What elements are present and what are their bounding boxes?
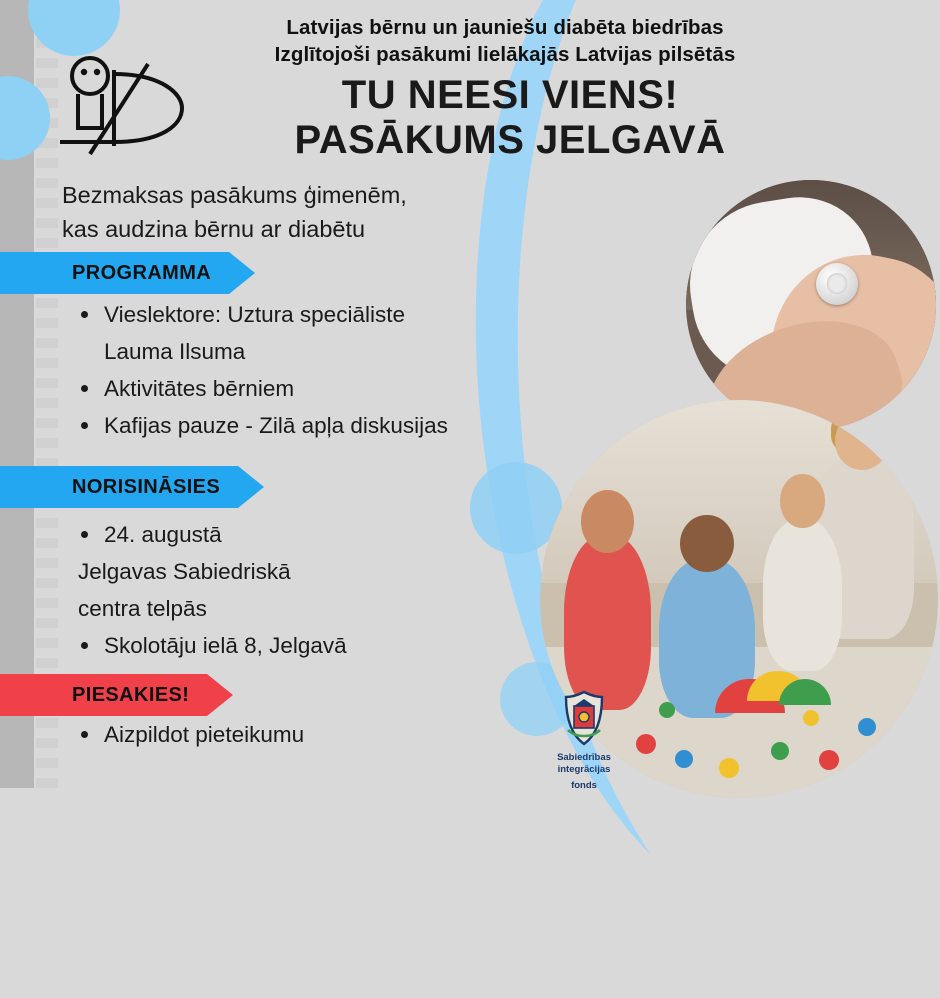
sponsor-logo — [536, 690, 632, 792]
section-banner-programma — [0, 252, 255, 294]
list-item: 24. augustā — [100, 518, 347, 553]
list-item: Jelgavas Sabiedriskā — [78, 558, 291, 584]
list-item: Lauma Ilsuma — [104, 338, 246, 364]
organization-line-2: Izglītojoši pasākumi lielākajās Latvijas pilsētās — [274, 43, 736, 67]
banner-arrow-tip — [229, 252, 255, 294]
organization-line-1: Latvijas bērnu un jauniešu diabēta biedrības — [286, 16, 724, 39]
banner-arrow-tip — [207, 674, 233, 716]
list-item: Vieslektore: Uztura speciāliste — [100, 298, 448, 333]
sponsor-logo-caption-line-2: fonds — [571, 779, 597, 791]
section-title-norisinasies: NORISINĀSIES — [0, 466, 238, 508]
sponsor-logo-caption-line-1: Sabiedrības integrācijas — [557, 752, 611, 775]
headline-line-2: PASĀKUMS JELGAVĀ — [294, 118, 726, 163]
arm-with-glucose-sensor-photo — [686, 180, 936, 430]
list-item: Kafijas pauze - Zilā apļa diskusijas — [100, 409, 448, 444]
subtitle-line-2: kas audzina bērnu ar diabētu — [62, 216, 366, 243]
list-item: centra telpās — [78, 595, 207, 621]
subtitle-line-1: Bezmaksas pasākums ģimenēm, — [62, 182, 407, 208]
subtitle — [62, 178, 407, 247]
glucose-sensor-icon — [816, 263, 858, 305]
section-banner-norisinasies — [0, 466, 264, 508]
section-list-piesakies — [72, 718, 304, 755]
brand-logo-icon — [52, 50, 222, 170]
list-item: Aizpildot pieteikumu — [100, 718, 304, 753]
banner-arrow-tip — [238, 466, 264, 508]
headline-line-1: TU NEESI VIENS! — [341, 72, 679, 117]
crest-icon — [558, 690, 610, 748]
list-item: Skolotāju ielā 8, Jelgavā — [100, 629, 347, 664]
section-banner-piesakies — [0, 674, 233, 716]
section-list-programma — [72, 298, 448, 446]
section-list-norisinasies — [72, 518, 347, 666]
list-item: Aktivitātes bērniem — [100, 372, 448, 407]
section-title-programma: PROGRAMMA — [0, 252, 229, 294]
section-title-piesakies: PIESAKIES! — [0, 674, 207, 716]
